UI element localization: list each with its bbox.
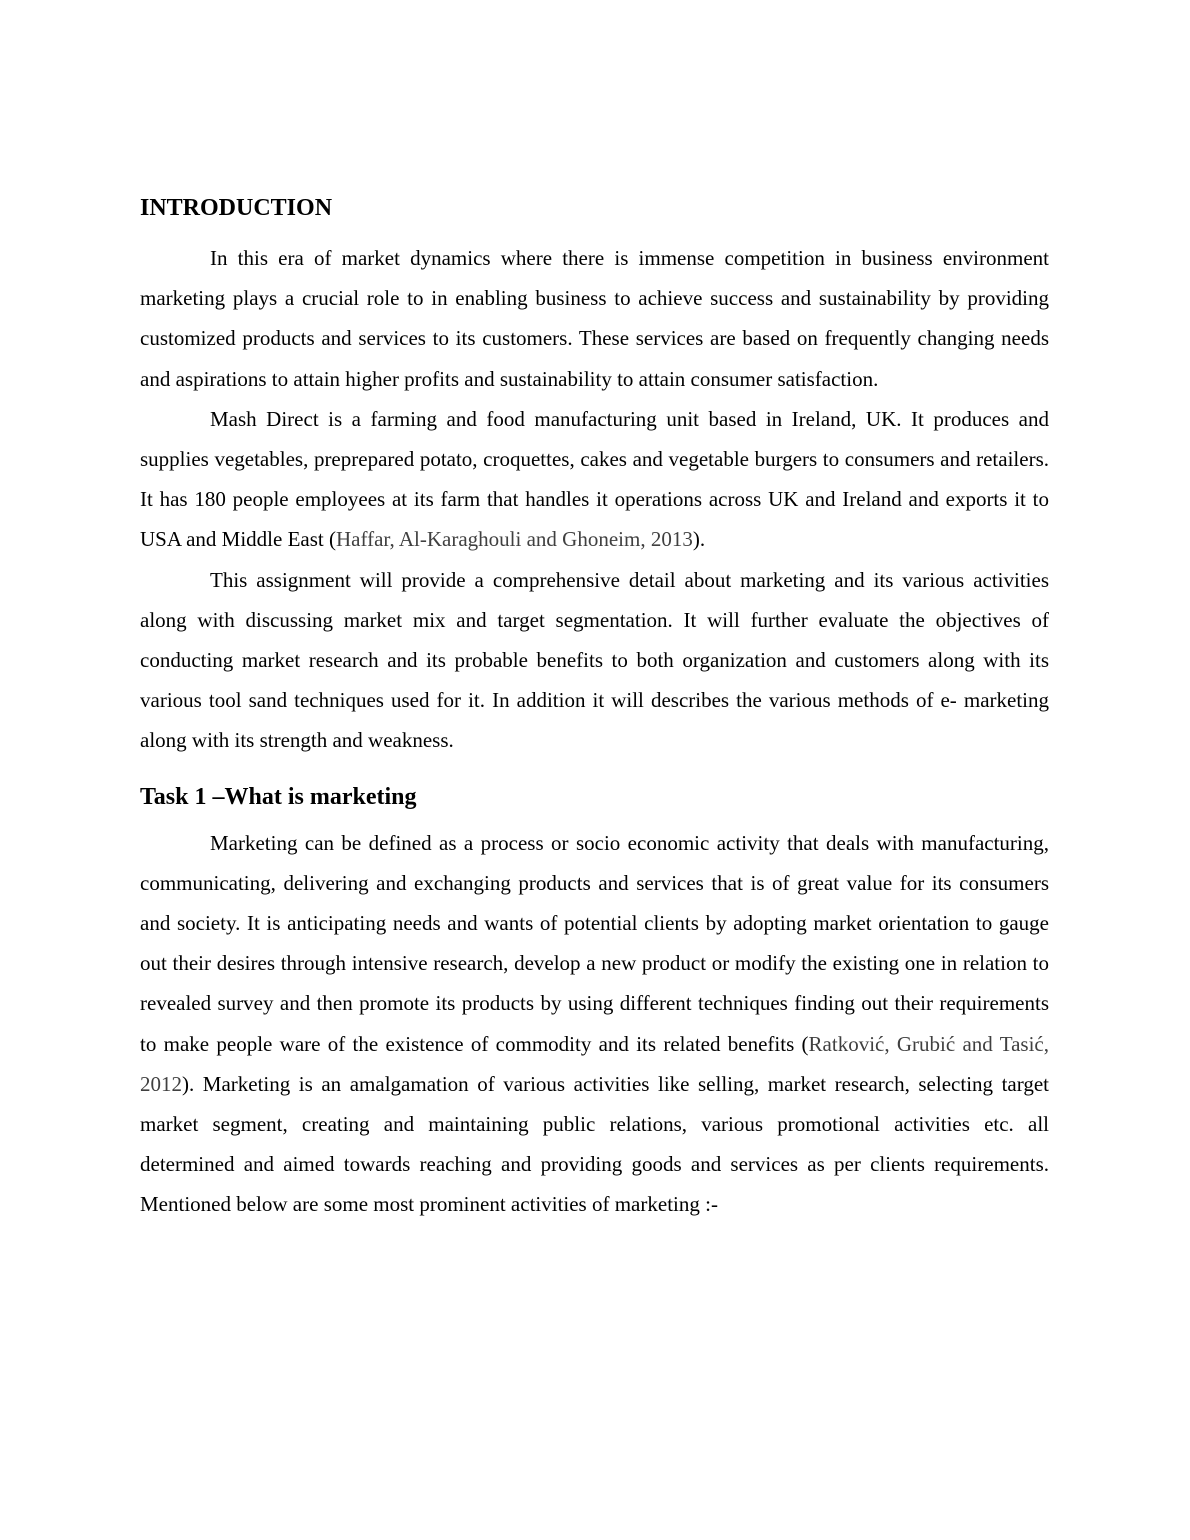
task1-paragraph xyxy=(140,823,1049,1225)
citation: Ratković, Grubić and Tasić, 2012 xyxy=(140,1031,1049,1096)
introduction-paragraph-3: This assignment will provide a comprehensive detail about marketing and its various activities along with discussing market mix and target segmentation. It will further evaluate the objectives of conducting market research and its probable benefits to both organization and customers along with its various tool sand techniques used for it. In addition it will describes the various methods of e- marketing along with its strength and weakness. xyxy=(140,567,1049,753)
introduction-paragraph-1: In this era of market dynamics where there is immense competition in business environment marketing plays a crucial role to in enabling business to achieve success and sustainability by providing customized products and services to its customers. These services are based on frequently changing needs and aspirations to attain higher profits and sustainability to attain consumer satisfaction. xyxy=(140,246,1049,391)
task1-heading: Task 1 –What is marketing xyxy=(140,783,417,810)
paragraph-text-end: ). Marketing is an amalgamation of various activities like selling, market research, selecting target market segment, creating and maintaining public relations, various promotional activities etc. all determined and aimed towards reaching and providing goods and services as per clients requirements. Mentioned below are some most prominent activities of marketing :- xyxy=(140,1071,1049,1217)
citation: Haffar, Al-Karaghouli and Ghoneim, 2013 xyxy=(335,527,693,552)
paragraph-text: Mash Direct is a farming and food manufacturing unit based in Ireland, UK. It produces and supplies vegetables, preprepared potato, croquettes, cakes and vegetable burgers to consumers and retailers. It has 180 people employees at its farm that handles it operations across UK and Ireland and exports it to USA and Middle East ( xyxy=(140,406,1049,552)
introduction-heading: INTRODUCTION xyxy=(140,195,333,221)
introduction-paragraph-2 xyxy=(140,399,1049,560)
paragraph-text-end: ). xyxy=(692,527,706,552)
paragraph-text: Marketing can be defined as a process or socio economic activity that deals with manufacturing, communicating, delivering and exchanging products and services that is of great value for its consumers and society. It is anticipating needs and wants of potential clients by adopting market orientation to gauge out their desires through intensive research, develop a new product or modify the existing one in relation to revealed survey and then promote its products by using different techniques finding out their requirements to make people ware of the existence of commodity and its related benefits ( xyxy=(140,830,1049,1056)
document-page xyxy=(140,188,1049,1225)
